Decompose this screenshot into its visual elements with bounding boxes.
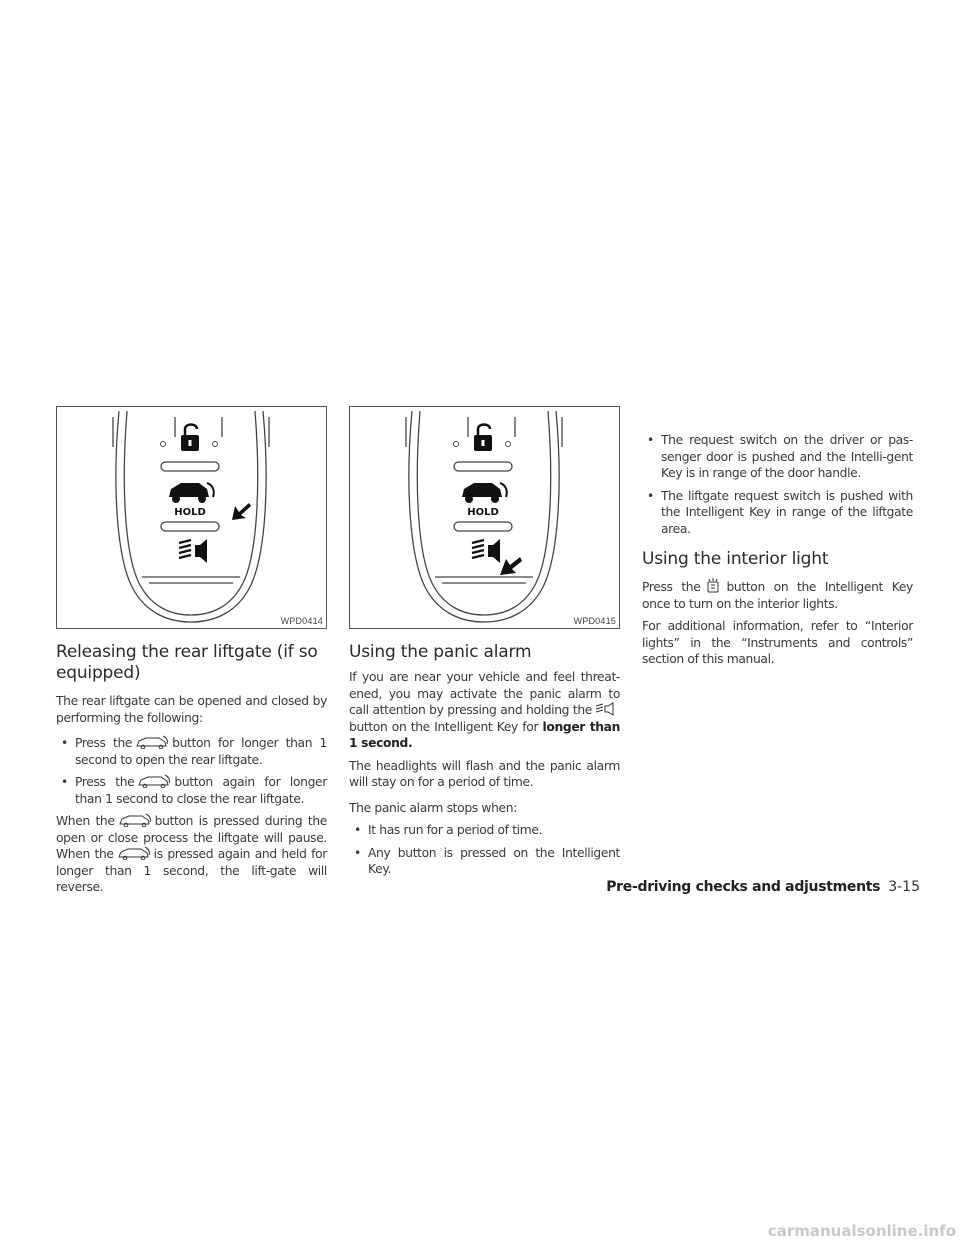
list-item: • Press the button again for longer than 1 second to close the rear liftgate. — [56, 774, 327, 807]
key-fob-illustration — [350, 407, 619, 628]
heading-interior-light: Using the interior light — [642, 549, 829, 569]
footer-section-title: Pre-driving checks and adjustments — [606, 879, 881, 895]
liftgate-icon — [169, 483, 214, 518]
list-item: • Press the button for longer than 1 second to open the rear liftgate. — [56, 735, 327, 768]
page-footer — [590, 876, 920, 895]
key-fob-illustration — [57, 407, 326, 628]
hold-label: HOLD — [174, 507, 206, 518]
arrow-icon — [232, 503, 251, 520]
figure-code: WPD0415 — [573, 616, 616, 626]
panic-icon — [472, 539, 500, 563]
heading-panic: Using the panic alarm — [349, 642, 532, 662]
watermark: carmanualsonline.info — [767, 1222, 956, 1240]
liftgate-icon — [135, 735, 169, 749]
column-right — [642, 432, 913, 668]
figure-code: WPD0414 — [280, 616, 323, 626]
heading-liftgate: Releasing the rear liftgate (if so equipped) — [56, 642, 318, 683]
key-fob-figure-liftgate — [56, 406, 327, 629]
panic-icon — [179, 539, 207, 563]
liftgate-icon — [137, 774, 171, 788]
list-item: • It has run for a period of time. — [349, 822, 620, 839]
liftgate-icon — [118, 813, 152, 827]
interior-paragraph-2: For additional information, refer to “Interior lights” in the “Instruments and controls” section of this manual. — [642, 619, 913, 666]
list-item: • The request switch on the driver or pas-senger door is pushed and the Intelli-gent Key is in range of the door handle. — [642, 432, 913, 482]
panic-paragraph-3: The panic alarm stops when: — [349, 800, 517, 815]
liftgate-icon — [462, 483, 507, 518]
hold-label: HOLD — [467, 507, 499, 518]
list-item: • Any button is pressed on the Intelligent Key. — [349, 845, 620, 878]
interior-light-icon — [703, 577, 723, 593]
column-left — [56, 406, 327, 896]
panic-paragraph-2: The headlights will flash and the panic alarm will stay on for a period of time. — [349, 758, 620, 789]
page-number: 3-15 — [888, 879, 920, 895]
arrow-icon — [500, 557, 522, 575]
panic-icon — [595, 702, 617, 716]
lock-icon — [161, 425, 218, 452]
liftgate-steps — [56, 735, 327, 807]
panic-stop-list-continued — [642, 432, 913, 537]
key-fob-figure-panic — [349, 406, 620, 629]
liftgate-intro: The rear liftgate can be opened and closed by performing the following: — [56, 694, 327, 725]
panic-stop-list — [349, 822, 620, 878]
list-item: • The liftgate request switch is pushed with the Intelligent Key in range of the liftgate area. — [642, 488, 913, 538]
liftgate-paragraph: When the button is pressed during the open or close process the liftgate will pause. When the is pressed again and held for longer than 1 second, the lift-gate will reverse. — [56, 814, 327, 894]
lock-icon — [454, 425, 511, 452]
interior-paragraph-1: Press the button on the Intelligent Key once to turn on the interior lights. — [642, 577, 913, 612]
panic-paragraph-1: If you are near your vehicle and feel threat-ened, you may activate the panic alarm to call attention by pressing and holding thebutton on the Intelligent Key for longer than 1 second. — [349, 670, 621, 750]
column-middle — [349, 406, 620, 878]
liftgate-icon — [117, 846, 151, 860]
